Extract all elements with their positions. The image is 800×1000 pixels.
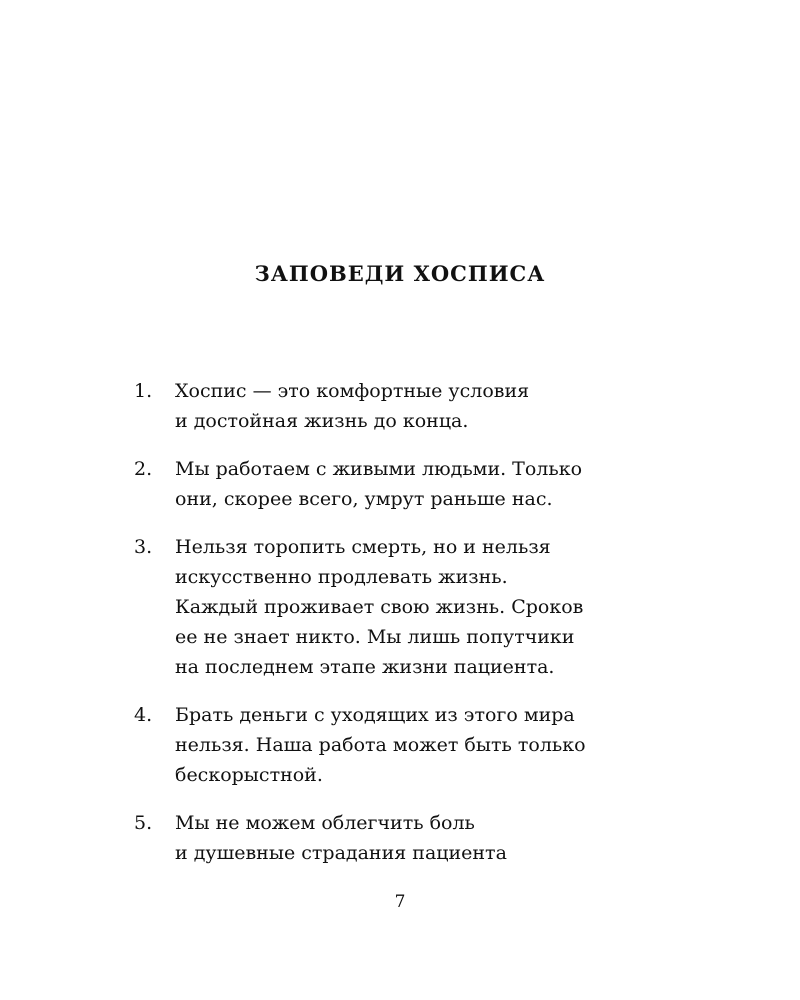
commandments-list xyxy=(134,376,654,886)
item-number: 5. xyxy=(134,812,153,834)
text-line: Каждый проживает свою жизнь. Сроков xyxy=(175,596,584,618)
item-text xyxy=(175,808,654,868)
item-text xyxy=(175,700,654,790)
item-number: 2. xyxy=(134,458,153,480)
text-line: и достойная жизнь до конца. xyxy=(175,410,469,432)
item-number: 1. xyxy=(134,380,153,402)
text-line: ее не знает никто. Мы лишь попутчики xyxy=(175,626,575,648)
text-line: на последнем этапе жизни пациента. xyxy=(175,656,555,678)
page-number: 7 xyxy=(394,892,406,912)
item-number: 4. xyxy=(134,704,153,726)
list-item xyxy=(134,532,654,682)
text-line: Нельзя торопить смерть, но и нельзя xyxy=(175,536,551,558)
list-item xyxy=(134,376,654,436)
text-line: искусственно продлевать жизнь. xyxy=(175,566,508,588)
item-number: 3. xyxy=(134,536,153,558)
text-line: Мы работаем с живыми людьми. Только xyxy=(175,458,583,480)
text-line: Брать деньги с уходящих из этого мира xyxy=(175,704,575,726)
item-text xyxy=(175,532,654,682)
text-line: и душевные страдания пациента xyxy=(175,842,507,864)
list-item xyxy=(134,700,654,790)
text-line: бескорыстной. xyxy=(175,764,323,786)
page-title: ЗАПОВЕДИ ХОСПИСА xyxy=(254,261,546,286)
text-line: Мы не можем облегчить боль xyxy=(175,812,475,834)
text-line: Хоспис — это комфортные условия xyxy=(175,380,530,402)
item-text xyxy=(175,376,654,436)
list-item xyxy=(134,808,654,868)
list-item xyxy=(134,454,654,514)
text-line: нельзя. Наша работа может быть только xyxy=(175,734,586,756)
text-line: они, скорее всего, умрут раньше нас. xyxy=(175,488,553,510)
item-text xyxy=(175,454,654,514)
